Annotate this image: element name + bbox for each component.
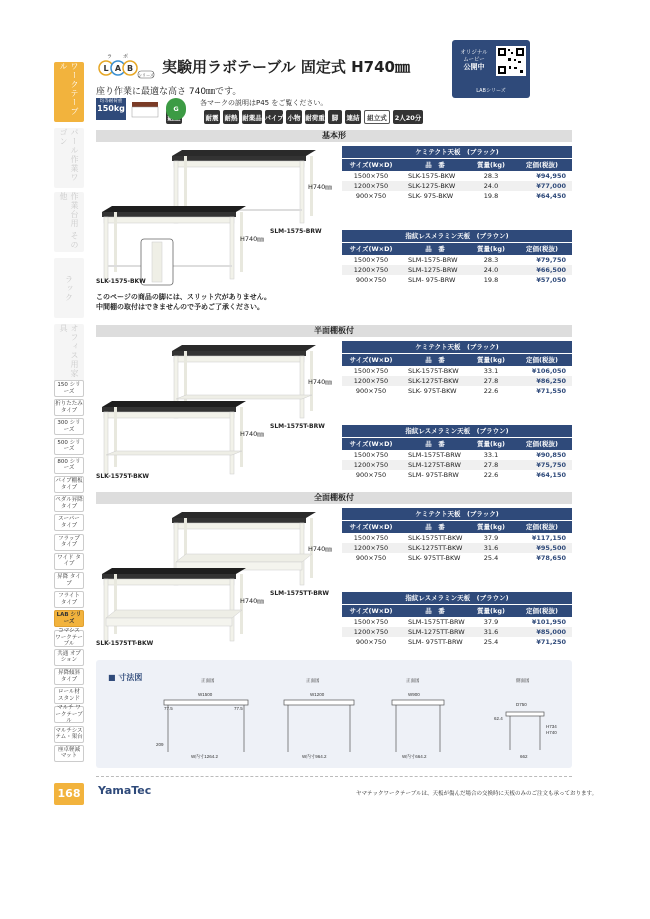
model-label-front: SLK-1575-BKW <box>96 278 146 285</box>
desk-image-front <box>98 399 248 477</box>
footer-note: ヤマテックワークテーブルは、天板が傷んだ場合の交換時に天板のみのご注文も承っております。 <box>356 791 598 797</box>
footer-divider <box>96 776 572 777</box>
mark-chip-2: 耐震 <box>204 110 220 124</box>
qr-footer: LABシリーズ <box>476 88 506 94</box>
sub-tab-15[interactable]: 昇降傾斜 タイプ <box>54 668 84 685</box>
table-row <box>342 265 572 275</box>
height-label-front: H740㎜ <box>240 235 264 243</box>
cell-price: ¥117,150 <box>531 534 566 542</box>
sub-tab-6[interactable]: ペダル昇降 タイプ <box>54 495 84 512</box>
side-tab-2[interactable]: 作業台用 その他 <box>54 192 84 252</box>
header-price: 定価(税抜) <box>526 161 558 169</box>
lab-series-logo <box>98 52 156 82</box>
cell-price: ¥57,050 <box>536 276 566 284</box>
cell-size: 1200×750 <box>353 182 389 190</box>
header-code: 品 番 <box>425 523 445 531</box>
sub-tab-1[interactable]: 折りたたみ タイプ <box>54 399 84 416</box>
cell-price: ¥85,000 <box>536 628 566 636</box>
price-table-header <box>342 604 572 617</box>
cell-size: 1200×750 <box>353 628 389 636</box>
sub-tab-17[interactable]: マルチ ワークテーブル <box>55 705 83 725</box>
cell-size: 900×750 <box>355 554 387 562</box>
load-value: 150kg <box>97 104 125 113</box>
price-table-body <box>342 255 572 285</box>
notice-line-1: このページの商品の脚には、スリット穴がありません。 <box>96 293 271 301</box>
dimension-title: ■ 寸法図 <box>108 673 143 682</box>
sub-tab-4[interactable]: 800 シリーズ <box>54 457 84 474</box>
dim-209: 209 <box>156 742 164 747</box>
mark-chip-9: 連結 <box>345 110 361 124</box>
dim-d750: D750 <box>516 702 527 707</box>
table-row <box>342 386 572 396</box>
cell-code: SLM- 975-BRW <box>408 276 456 284</box>
movie-qr-box[interactable] <box>452 40 530 98</box>
header-size: サイズ(W×D) <box>349 440 393 448</box>
cell-price: ¥79,750 <box>536 256 566 264</box>
cell-weight: 33.1 <box>483 367 499 375</box>
cell-code: SLK- 975TT-BKW <box>408 554 461 562</box>
table-row <box>342 191 572 201</box>
cell-weight: 33.1 <box>483 451 499 459</box>
page-title: 実験用ラボテーブル 固定式 H740㎜ <box>162 58 410 76</box>
model-label-back: SLM-1575T-BRW <box>270 423 325 430</box>
cell-code: SLM- 975T-BRW <box>408 471 459 479</box>
price-table-body <box>342 533 572 563</box>
price-table-header <box>342 353 572 366</box>
header-size: サイズ(W×D) <box>349 161 393 169</box>
desk-image-front <box>98 566 248 644</box>
cell-code: SLK- 975T-BKW <box>408 387 457 395</box>
dim-775-right: 77.5 <box>234 706 243 711</box>
feature-marks-row <box>96 98 572 124</box>
price-table-header <box>342 437 572 450</box>
sub-tab-8[interactable]: フラップ タイプ <box>54 534 84 551</box>
price-table-title: ケミテクト天板 (ブラック) <box>342 146 572 158</box>
cell-size: 1500×750 <box>353 618 389 626</box>
brand-logo: YamaTec <box>98 784 152 797</box>
cell-code: SLK-1275-BKW <box>408 182 456 190</box>
cell-weight: 24.0 <box>483 182 499 190</box>
cell-price: ¥66,500 <box>536 266 566 274</box>
svg-text:ボ: ボ <box>123 54 129 60</box>
sub-tab-7[interactable]: スーパー タイプ <box>54 514 84 531</box>
mark-chip-4: 耐薬品 <box>242 110 262 124</box>
mark-chip-6: 小物 <box>286 110 302 124</box>
cell-code: SLK-1575T-BKW <box>408 367 459 375</box>
side-tab-1[interactable]: パール作業ワゴン <box>54 128 84 188</box>
header-size: サイズ(W×D) <box>349 607 393 615</box>
dim-inner-664: W内寸664.2 <box>402 754 427 759</box>
sub-tab-5[interactable]: パイプ棚板 タイプ <box>54 476 84 493</box>
header-price: 定価(税抜) <box>526 245 558 253</box>
cell-price: ¥78,650 <box>536 554 566 562</box>
cell-code: SLM-1575-BRW <box>408 256 458 264</box>
cell-size: 1500×750 <box>353 256 389 264</box>
table-row <box>342 553 572 563</box>
model-label-front: SLK-1575T-BKW <box>96 473 150 480</box>
cell-code: SLM- 975TT-BRW <box>408 638 463 646</box>
table-row <box>342 637 572 647</box>
table-row <box>342 470 572 480</box>
cell-weight: 19.8 <box>483 276 499 284</box>
height-label-back: H740㎜ <box>308 183 332 191</box>
table-row <box>342 171 572 181</box>
mark-chip-8: 脚 <box>328 110 342 124</box>
dim-inner-1264: W内寸1264.2 <box>191 754 219 759</box>
view-label-4: 側面図 <box>516 678 530 683</box>
price-table-header <box>342 158 572 171</box>
cell-size: 900×750 <box>355 471 387 479</box>
dim-624: 62.4 <box>494 716 503 721</box>
sub-tab-12[interactable]: LAB シリーズ <box>54 610 84 627</box>
cell-weight: 25.4 <box>483 638 499 646</box>
sub-tab-16[interactable]: ロール材 スタンド <box>54 687 84 704</box>
price-table-title: ケミテクト天板 (ブラック) <box>342 341 572 353</box>
cell-code: SLK-1575-BKW <box>408 172 456 180</box>
table-row <box>342 543 572 553</box>
price-table <box>342 230 572 285</box>
dim-w1500: W1500 <box>198 692 213 697</box>
mark-chip-10: 組立式 <box>364 110 390 124</box>
dimension-drawings <box>96 660 572 768</box>
header-weight: 質量(kg) <box>477 161 505 169</box>
header-weight: 質量(kg) <box>477 523 505 531</box>
cell-weight: 22.6 <box>483 471 499 479</box>
cell-price: ¥64,450 <box>536 192 566 200</box>
table-row <box>342 366 572 376</box>
mark-chip-11: 2人20分 <box>393 110 423 124</box>
cell-weight: 25.4 <box>483 554 499 562</box>
cell-code: SLM-1275TT-BRW <box>408 628 465 636</box>
header-price: 定価(税抜) <box>526 356 558 364</box>
sub-tab-13[interactable]: コマシス ワークテーブル <box>55 628 83 648</box>
cell-price: ¥95,500 <box>536 544 566 552</box>
dim-w900: W900 <box>408 692 420 697</box>
sub-tab-11[interactable]: フライト タイプ <box>54 591 84 608</box>
cell-weight: 37.9 <box>483 618 499 626</box>
cell-size: 1200×750 <box>353 266 389 274</box>
view-label-3: 正面図 <box>406 678 420 683</box>
price-table-title: 指紋レスメラミン天板 (ブラウン) <box>342 230 572 242</box>
price-table <box>342 146 572 201</box>
cell-size: 1500×750 <box>353 172 389 180</box>
dimension-diagrams <box>96 660 572 768</box>
header-price: 定価(税抜) <box>526 440 558 448</box>
sub-tab-10[interactable]: 昇降 タイプ <box>54 572 84 589</box>
cell-price: ¥64,150 <box>536 471 566 479</box>
notice <box>96 292 271 312</box>
dimension-labels <box>156 677 557 760</box>
cell-price: ¥101,950 <box>531 618 566 626</box>
price-table <box>342 508 572 563</box>
qr-line3: 公開中 <box>463 63 485 71</box>
marks-note: 各マークの説明はP45 をご覧ください。 <box>200 99 328 107</box>
cell-code: SLK- 975-BKW <box>408 192 454 200</box>
sub-tab-9[interactable]: ワイド タイプ <box>54 553 84 570</box>
price-table-title: ケミテクト天板 (ブラック) <box>342 508 572 520</box>
cell-code: SLM-1575T-BRW <box>408 451 461 459</box>
header-code: 品 番 <box>425 356 445 364</box>
height-label-front: H740㎜ <box>240 430 264 438</box>
table-row <box>342 460 572 470</box>
header-code: 品 番 <box>425 607 445 615</box>
cell-price: ¥86,250 <box>536 377 566 385</box>
dim-inner-964: W内寸964.2 <box>302 754 327 759</box>
header-size: サイズ(W×D) <box>349 245 393 253</box>
header-weight: 質量(kg) <box>477 440 505 448</box>
cell-size: 900×750 <box>355 276 387 284</box>
cell-price: ¥71,250 <box>536 638 566 646</box>
cell-price: ¥90,850 <box>536 451 566 459</box>
header-weight: 質量(kg) <box>477 245 505 253</box>
cell-price: ¥77,000 <box>536 182 566 190</box>
height-label-back: H740㎜ <box>308 378 332 386</box>
table-row <box>342 617 572 627</box>
price-table-body <box>342 450 572 480</box>
cell-price: ¥75,750 <box>536 461 566 469</box>
cell-weight: 31.6 <box>483 628 499 636</box>
table-row <box>342 181 572 191</box>
price-table-body <box>342 171 572 201</box>
price-table-title: 指紋レスメラミン天板 (ブラウン) <box>342 425 572 437</box>
page-subtitle: 座り作業に最適な高さ 740㎜です。 <box>96 87 242 97</box>
cell-code: SLM-1575TT-BRW <box>408 618 465 626</box>
cell-weight: 19.8 <box>483 192 499 200</box>
page-number: 168 <box>54 783 84 805</box>
mark-chip-7: 耐荷重 <box>305 110 325 124</box>
header-weight: 質量(kg) <box>477 607 505 615</box>
side-tab-3[interactable]: ラック <box>54 258 84 318</box>
cell-size: 900×750 <box>355 638 387 646</box>
svg-text:L: L <box>103 64 109 73</box>
header-weight: 質量(kg) <box>477 356 505 364</box>
table-row <box>342 450 572 460</box>
side-tab-4[interactable]: オフィス用家具 <box>54 324 84 384</box>
header-size: サイズ(W×D) <box>349 523 393 531</box>
cell-weight: 27.8 <box>483 461 499 469</box>
cell-size: 900×750 <box>355 192 387 200</box>
price-table-title: 指紋レスメラミン天板 (ブラウン) <box>342 592 572 604</box>
cell-weight: 27.8 <box>483 377 499 385</box>
dim-w1200: W1200 <box>310 692 325 697</box>
side-tab-0[interactable]: ワークテーブル <box>54 62 84 122</box>
dim-775-left: 77.5 <box>164 706 173 711</box>
svg-text:A: A <box>114 64 122 73</box>
load-label: 均等耐荷重 <box>99 99 123 104</box>
cell-size: 900×750 <box>355 387 387 395</box>
header-code: 品 番 <box>425 161 445 169</box>
section-header-1: 半面棚板付 <box>96 325 572 337</box>
sub-tab-3[interactable]: 500 シリーズ <box>54 438 84 455</box>
cell-price: ¥71,550 <box>536 387 566 395</box>
sub-tab-0[interactable]: 150 シリーズ <box>54 380 84 397</box>
sub-tab-14[interactable]: 共通 オプション <box>54 649 84 666</box>
model-label-back: SLM-1575TT-BRW <box>270 590 330 597</box>
price-table <box>342 592 572 647</box>
section-header-2: 全面棚板付 <box>96 492 572 504</box>
sub-tab-19[interactable]: 座卓軽減 マット <box>54 745 84 762</box>
table-row <box>342 275 572 285</box>
header-size: サイズ(W×D) <box>349 356 393 364</box>
header-price: 定価(税抜) <box>526 523 558 531</box>
cell-price: ¥106,050 <box>531 367 566 375</box>
svg-text:ラ: ラ <box>107 54 113 60</box>
cell-size: 1200×750 <box>353 461 389 469</box>
cell-weight: 24.0 <box>483 266 499 274</box>
qr-line1: オリジナル <box>460 50 488 56</box>
cell-code: SLM-1275-BRW <box>408 266 458 274</box>
sub-tab-18[interactable]: マルチシス テム・架台 <box>54 726 84 743</box>
price-table <box>342 425 572 480</box>
notice-line-2: 中間棚の取付はできませんので予めご了承ください。 <box>96 303 264 311</box>
cell-price: ¥94,950 <box>536 172 566 180</box>
mark-chip-1: G <box>166 98 186 120</box>
price-table-header <box>342 242 572 255</box>
cell-code: SLK-1575TT-BKW <box>408 534 463 542</box>
cell-size: 1200×750 <box>353 544 389 552</box>
qr-code-icon[interactable] <box>496 46 526 76</box>
dim-h740: H740 <box>546 730 557 735</box>
cell-weight: 28.3 <box>483 172 499 180</box>
sub-tab-2[interactable]: 300 シリーズ <box>54 418 84 435</box>
cell-code: SLM-1275T-BRW <box>408 461 461 469</box>
cell-size: 1500×750 <box>353 534 389 542</box>
header-price: 定価(税抜) <box>526 607 558 615</box>
desk-top-icon <box>130 98 160 120</box>
table-row <box>342 376 572 386</box>
cell-code: SLK-1275T-BKW <box>408 377 459 385</box>
height-label-front: H740㎜ <box>240 597 264 605</box>
view-label-1: 正面図 <box>201 678 215 683</box>
dim-662: 662 <box>520 754 528 759</box>
table-row <box>342 627 572 637</box>
height-label-back: H740㎜ <box>308 545 332 553</box>
price-table <box>342 341 572 396</box>
cell-weight: 22.6 <box>483 387 499 395</box>
side-tab-strip <box>54 62 84 762</box>
table-row <box>342 533 572 543</box>
cell-weight: 28.3 <box>483 256 499 264</box>
cell-weight: 31.6 <box>483 544 499 552</box>
price-table-header <box>342 520 572 533</box>
header-code: 品 番 <box>425 440 445 448</box>
cell-size: 1200×750 <box>353 377 389 385</box>
header-code: 品 番 <box>425 245 445 253</box>
price-table-body <box>342 617 572 647</box>
mark-chip-3: 耐熱 <box>223 110 239 124</box>
cell-size: 1500×750 <box>353 367 389 375</box>
price-table-body <box>342 366 572 396</box>
qr-line2: ムービー <box>463 57 485 63</box>
mark-chip-5: パイプ <box>265 110 283 124</box>
model-label-front: SLK-1575TT-BKW <box>96 640 154 647</box>
section-header-0: 基本形 <box>96 130 572 142</box>
load-capacity-box <box>96 98 126 120</box>
logo-sub: シリーズ <box>138 72 154 78</box>
svg-text:B: B <box>126 64 134 73</box>
cell-code: SLK-1275TT-BKW <box>408 544 463 552</box>
cell-weight: 37.9 <box>483 534 499 542</box>
view-label-2: 正面図 <box>306 678 320 683</box>
cell-size: 1500×750 <box>353 451 389 459</box>
dim-h734: H734 <box>546 724 557 729</box>
table-row <box>342 255 572 265</box>
model-label-back: SLM-1575-BRW <box>270 228 322 235</box>
